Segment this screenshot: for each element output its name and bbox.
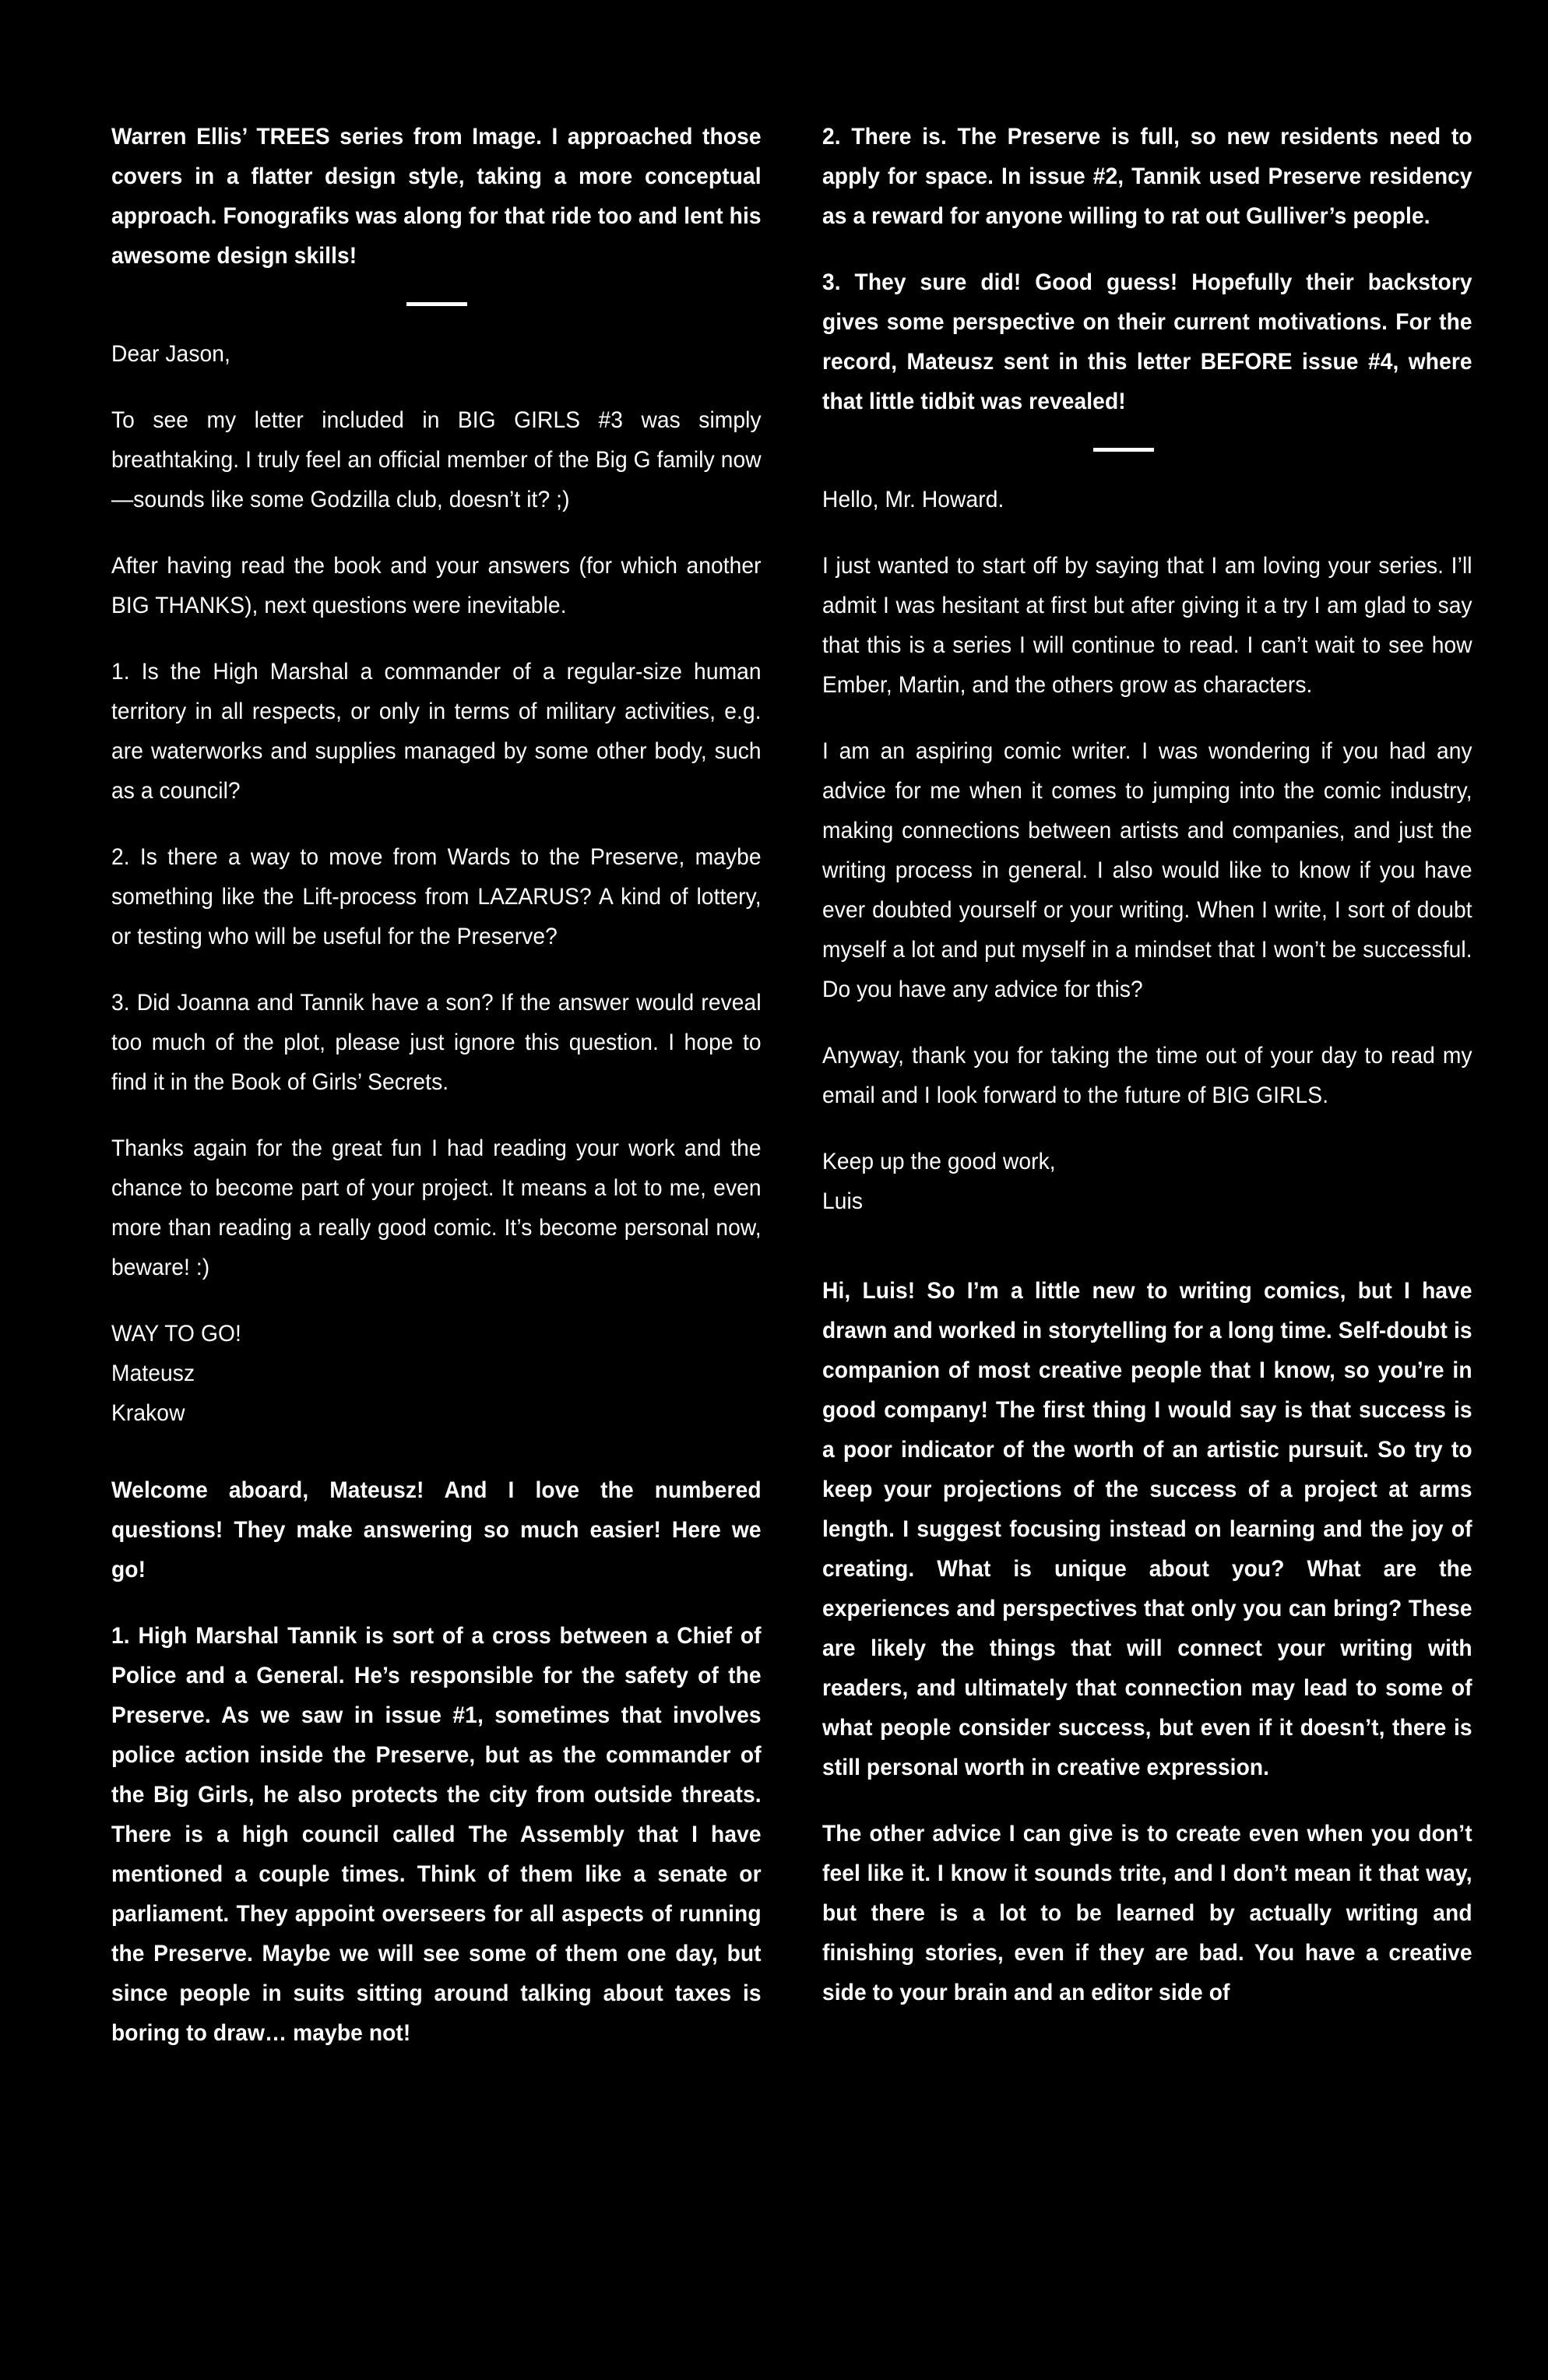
letter-1-para-1: To see my letter included in BIG GIRLS #3 was simply breathtaking. I truly feel an official member of the Big G family now—sounds like some Godzilla club, doesn’t it? ;) bbox=[111, 407, 762, 512]
letter-1-para-2: After having read the book and your answers (for which another BIG THANKS), next questions were inevitable. bbox=[111, 553, 762, 618]
letter-1-question-1: 1. Is the High Marshal a commander of a regular-size human territory in all respects, or only in terms of military activities, e.g. are waterworks and supplies managed by some other body, such as a council? bbox=[111, 659, 762, 804]
two-column-body bbox=[111, 117, 1472, 2352]
spacer bbox=[111, 1459, 762, 1470]
letter-2-salutation: Hello, Mr. Howard. bbox=[822, 487, 1004, 512]
letter-1-signoff-line-2: Mateusz bbox=[111, 1361, 195, 1386]
letter-1-question-3: 3. Did Joanna and Tannik have a son? If the answer would reveal too much of the plot, please just ignore this question. I hope to find it in the Book of Girls’ Secrets. bbox=[111, 990, 762, 1095]
left-column bbox=[111, 117, 762, 2079]
letter-1-signoff-line-3: Krakow bbox=[111, 1400, 185, 1426]
reply-2-para-1: Hi, Luis! So I’m a little new to writing comics, but I have drawn and worked in storytelling for a long time. Self-doubt is companion of most creative people that I know, so you’re in good company! The first thing I would say is that success is a poor indicator of the worth of an artistic pursuit. So try to keep your projections of the success of a project at arms length. I suggest focusing instead on learning and the joy of creating. What is unique about you? What are the experiences and perspectives that only you can bring? These are likely the things that will connect your writing with readers, and ultimately that connection may lead to some of what people consider success, but even if it doesn’t, there is still personal worth in creative expression. bbox=[822, 1278, 1472, 1780]
letter-2-para-2: I am an aspiring comic writer. I was wondering if you had any advice for me when it comes to jumping into the comic industry, making connections between artists and companies, and just the writing process in general. I also would like to know if you have ever doubted yourself or your writing. When I write, I sort of doubt myself a lot and put myself in a mindset that I won’t be successful. Do you have any advice for this? bbox=[822, 738, 1472, 1002]
letter-1-closing-para: Thanks again for the great fun I had reading your work and the chance to become part of your project. It means a lot to me, even more than reading a really good comic. It’s become personal now, beware! :) bbox=[111, 1135, 762, 1280]
horizontal-rule bbox=[1093, 448, 1154, 452]
letter-1-signoff-line-1: WAY TO GO! bbox=[111, 1321, 241, 1347]
reply-1-answer-3: 3. They sure did! Good guess! Hopefully their backstory gives some perspective on their current motivations. For the record, Mateusz sent in this letter BEFORE issue #4, where that little tidbit was revealed! bbox=[822, 269, 1472, 414]
continued-reply-top: Warren Ellis’ TREES series from Image. I approached those covers in a flatter design style, taking a more conceptual approach. Fonografiks was along for that ride too and lent his awesome design skills! bbox=[111, 124, 762, 269]
horizontal-rule bbox=[406, 302, 467, 306]
letter-1-question-2: 2. Is there a way to move from Wards to the Preserve, maybe something like the Lift-process from LAZARUS? A kind of lottery, or testing who will be useful for the Preserve? bbox=[111, 844, 762, 949]
reply-1-intro: Welcome aboard, Mateusz! And I love the numbered questions! They make answering so much easier! Here we go! bbox=[111, 1477, 762, 1583]
right-column bbox=[822, 117, 1472, 2039]
letter-2-signoff-line-2: Luis bbox=[822, 1188, 864, 1214]
reply-1-answer-2: 2. There is. The Preserve is full, so new residents need to apply for space. In issue #2, Tannik used Preserve residency as a reward for anyone willing to rat out Gulliver’s people. bbox=[822, 124, 1472, 229]
letter-2-signoff-line-1: Keep up the good work, bbox=[822, 1149, 1056, 1174]
section-divider-left bbox=[111, 302, 762, 306]
letter-1-salutation: Dear Jason, bbox=[111, 341, 230, 367]
reply-1-answer-1: 1. High Marshal Tannik is sort of a cross between a Chief of Police and a General. He’s responsible for the safety of the Preserve. As we saw in issue #1, sometimes that involves police action inside the Preserve, but as the commander of the Big Girls, he also protects the city from outside threats. There is a high council called The Assembly that I have mentioned a couple times. Think of them like a senate or parliament. They appoint overseers for all aspects of running the Preserve. Maybe we will see some of them one day, but since people in suits sitting around talking about taxes is boring to draw… maybe not! bbox=[111, 1623, 762, 2046]
reply-2-para-2: The other advice I can give is to create even when you don’t feel like it. I know it sounds trite, and I don’t mean it that way, but there is a lot to be learned by actually writing and finishing stories, even if they are bad. You have a creative side to your brain and an editor side of bbox=[822, 1821, 1472, 2005]
letter-2-para-3: Anyway, thank you for taking the time out of your day to read my email and I look forward to the future of BIG GIRLS. bbox=[822, 1043, 1472, 1108]
spacer bbox=[822, 1248, 1472, 1271]
letter-2-para-1: I just wanted to start off by saying that I am loving your series. I’ll admit I was hesitant at first but after giving it a try I am glad to say that this is a series I will continue to read. I can’t wait to see how Ember, Martin, and the others grow as characters. bbox=[822, 553, 1472, 698]
section-divider-right bbox=[822, 448, 1472, 452]
